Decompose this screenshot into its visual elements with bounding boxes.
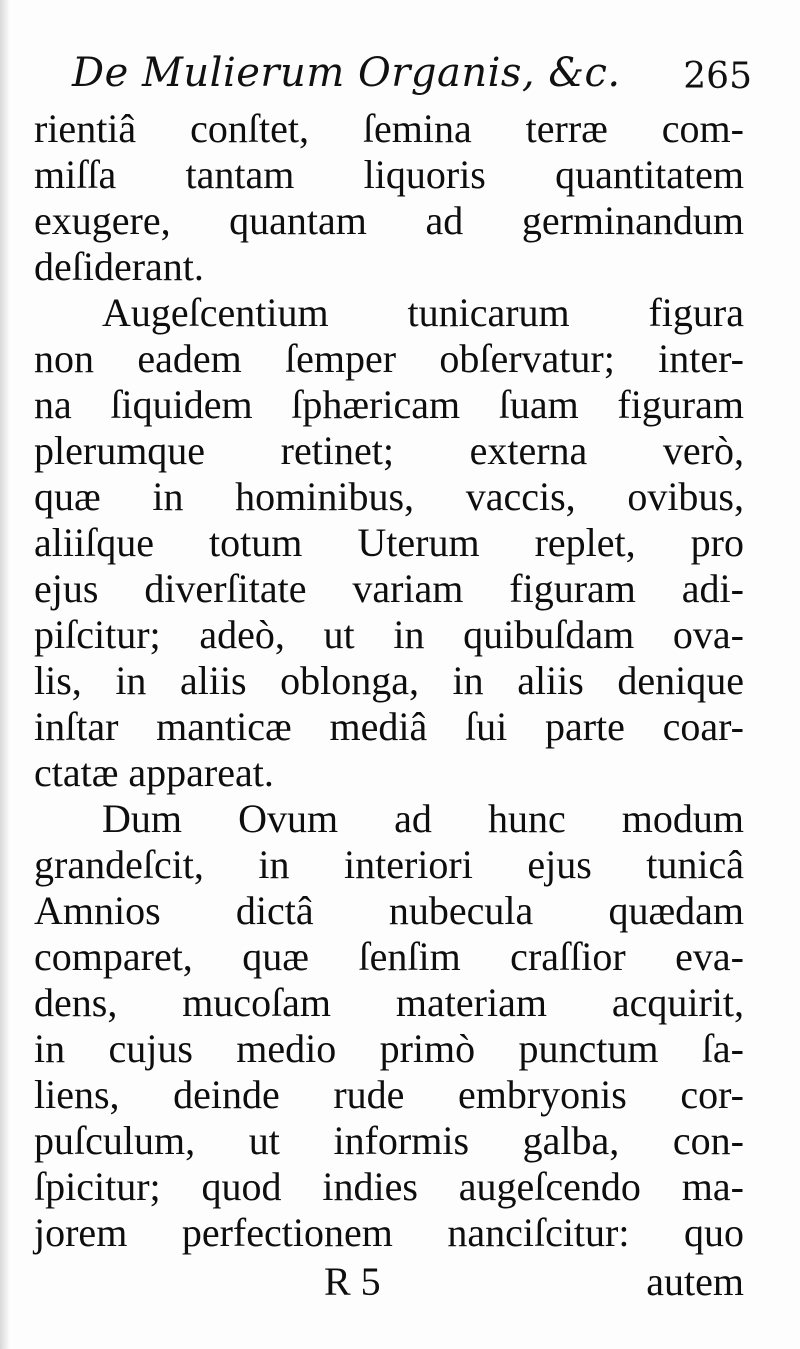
text-line: in cujus medio primò punctum ſa- bbox=[34, 1026, 744, 1071]
text-line: Amnios dictâ nubecula quædam bbox=[34, 888, 744, 933]
text-line: grandeſcit, in interiori ejus tunicâ bbox=[34, 842, 744, 887]
text-line: liens, deinde rude embryonis cor- bbox=[34, 1072, 744, 1117]
body-text bbox=[34, 106, 744, 1256]
text-line: plerumque retinet; externa verò, bbox=[34, 428, 744, 473]
text-line: miſſa tantam liquoris quantitatem bbox=[34, 152, 744, 197]
catchword: autem bbox=[646, 1259, 744, 1304]
text-line: ctatæ appareat. bbox=[34, 750, 274, 795]
page-number: 265 bbox=[683, 56, 752, 97]
page-footer bbox=[34, 1258, 744, 1314]
text-line: quæ in hominibus, vaccis, ovibus, bbox=[34, 474, 744, 519]
text-line: dens, mucoſam materiam acquirit, bbox=[34, 980, 744, 1025]
page-header bbox=[72, 40, 752, 104]
text-line: lis, in aliis oblonga, in aliis denique bbox=[34, 658, 744, 703]
paragraph-first-line: Augeſcentium tunicarum figura bbox=[102, 290, 744, 335]
gutter-shadow bbox=[0, 0, 10, 1349]
text-line: deſiderant. bbox=[34, 244, 204, 289]
signature-mark: R 5 bbox=[324, 1259, 381, 1304]
text-line: puſculum, ut informis galba, con- bbox=[34, 1118, 744, 1163]
text-line: rientiâ conſtet, ſemina terræ com- bbox=[34, 106, 744, 151]
running-head: De Mulierum Organis, &c. bbox=[72, 50, 621, 96]
text-line: ejus diverſitate variam figuram adi- bbox=[34, 566, 744, 611]
text-line: inſtar manticæ mediâ ſui parte coar- bbox=[34, 704, 744, 749]
text-line: non eadem ſemper obſervatur; inter- bbox=[34, 336, 744, 381]
text-line: comparet, quæ ſenſim craſſior eva- bbox=[34, 934, 744, 979]
text-line: ſpicitur; quod indies augeſcendo ma- bbox=[34, 1164, 744, 1209]
paragraph-first-line: Dum Ovum ad hunc modum bbox=[102, 796, 744, 841]
text-line: aliiſque totum Uterum replet, pro bbox=[34, 520, 744, 565]
text-line: jorem perfectionem nanciſcitur: quo bbox=[34, 1210, 744, 1255]
text-line: piſcitur; adeò, ut in quibuſdam ova- bbox=[34, 612, 744, 657]
text-line: na ſiquidem ſphæricam ſuam figuram bbox=[34, 382, 744, 427]
text-line: exugere, quantam ad germinandum bbox=[34, 198, 744, 243]
